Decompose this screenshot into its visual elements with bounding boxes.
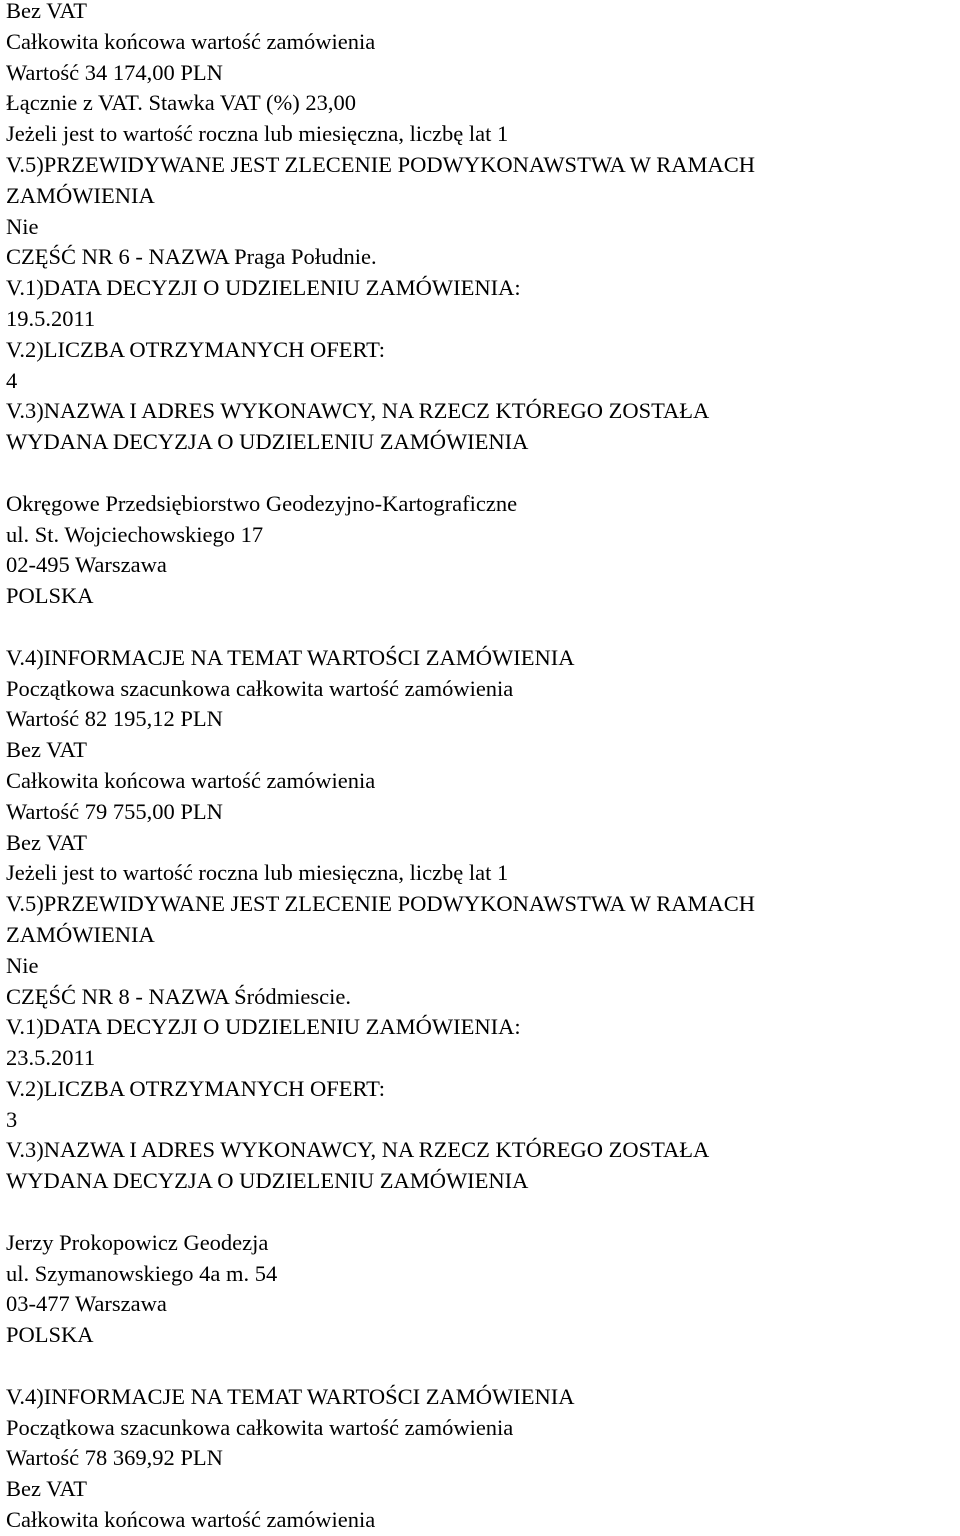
text-line: Bez VAT (6, 1476, 88, 1502)
text-line: Jeżeli jest to wartość roczna lub miesięczna, liczbę lat 1 (6, 121, 509, 147)
text-line: 19.5.2011 (6, 305, 96, 331)
blank-line (6, 458, 960, 489)
text-line: 3 (6, 1106, 18, 1132)
contractor-city: 03-477 Warszawa (6, 1291, 167, 1317)
text-line: Bez VAT (6, 0, 88, 23)
section-heading: V.4)INFORMACJE NA TEMAT WARTOŚCI ZAMÓWIENIA (6, 1383, 575, 1409)
text-line: Wartość 34 174,00 PLN (6, 59, 223, 85)
contractor-name: Jerzy Prokopowicz Geodezja (6, 1229, 269, 1255)
text-line: Początkowa szacunkowa całkowita wartość zamówienia (6, 675, 514, 701)
contractor-street: ul. St. Wojciechowskiego 17 (6, 521, 264, 547)
section-heading: ZAMÓWIENIA (6, 182, 155, 208)
text-line: Bez VAT (6, 737, 88, 763)
section-heading: V.5)PRZEWIDYWANE JEST ZLECENIE PODWYKONAWSTWA W RAMACH (6, 891, 756, 917)
text-line: Początkowa szacunkowa całkowita wartość zamówienia (6, 1414, 514, 1440)
contractor-name: Okręgowe Przedsiębiorstwo Geodezyjno-Kartograficzne (6, 490, 518, 516)
text-line: Całkowita końcowa wartość zamówienia (6, 1507, 376, 1533)
section-heading: V.4)INFORMACJE NA TEMAT WARTOŚCI ZAMÓWIENIA (6, 644, 575, 670)
blank-line (6, 1197, 960, 1228)
text-line: Nie (6, 213, 39, 239)
section-heading: WYDANA DECYZJA O UDZIELENIU ZAMÓWIENIA (6, 1168, 529, 1194)
text-line: Wartość 82 195,12 PLN (6, 706, 223, 732)
part-title: CZĘŚĆ NR 8 - NAZWA Śródmiescie. (6, 983, 351, 1009)
text-line: Wartość 78 369,92 PLN (6, 1445, 223, 1471)
blank-line (6, 612, 960, 643)
text-line: Całkowita końcowa wartość zamówienia (6, 767, 376, 793)
text-line: 4 (6, 367, 18, 393)
section-heading: V.1)DATA DECYZJI O UDZIELENIU ZAMÓWIENIA: (6, 1014, 521, 1040)
section-heading: V.1)DATA DECYZJI O UDZIELENIU ZAMÓWIENIA: (6, 275, 521, 301)
contractor-city: 02-495 Warszawa (6, 552, 167, 578)
text-line: Łącznie z VAT. Stawka VAT (%) 23,00 (6, 90, 356, 116)
part-title: CZĘŚĆ NR 6 - NAZWA Praga Południe. (6, 244, 377, 270)
text-line: Wartość 79 755,00 PLN (6, 798, 223, 824)
text-line: Nie (6, 952, 39, 978)
text-line: Jeżeli jest to wartość roczna lub miesięczna, liczbę lat 1 (6, 860, 509, 886)
contractor-country: POLSKA (6, 583, 94, 609)
section-heading: WYDANA DECYZJA O UDZIELENIU ZAMÓWIENIA (6, 429, 529, 455)
text-line: Bez VAT (6, 829, 88, 855)
section-heading: ZAMÓWIENIA (6, 921, 155, 947)
section-heading: V.3)NAZWA I ADRES WYKONAWCY, NA RZECZ KTÓREGO ZOSTAŁA (6, 1137, 710, 1163)
section-heading: V.2)LICZBA OTRZYMANYCH OFERT: (6, 336, 386, 362)
section-heading: V.5)PRZEWIDYWANE JEST ZLECENIE PODWYKONAWSTWA W RAMACH (6, 151, 756, 177)
section-heading: V.3)NAZWA I ADRES WYKONAWCY, NA RZECZ KTÓREGO ZOSTAŁA (6, 398, 710, 424)
blank-line (6, 1351, 960, 1382)
contractor-country: POLSKA (6, 1322, 94, 1348)
contractor-street: ul. Szymanowskiego 4a m. 54 (6, 1260, 278, 1286)
section-heading: V.2)LICZBA OTRZYMANYCH OFERT: (6, 1075, 386, 1101)
text-line: 23.5.2011 (6, 1045, 96, 1071)
text-line: Całkowita końcowa wartość zamówienia (6, 28, 376, 54)
